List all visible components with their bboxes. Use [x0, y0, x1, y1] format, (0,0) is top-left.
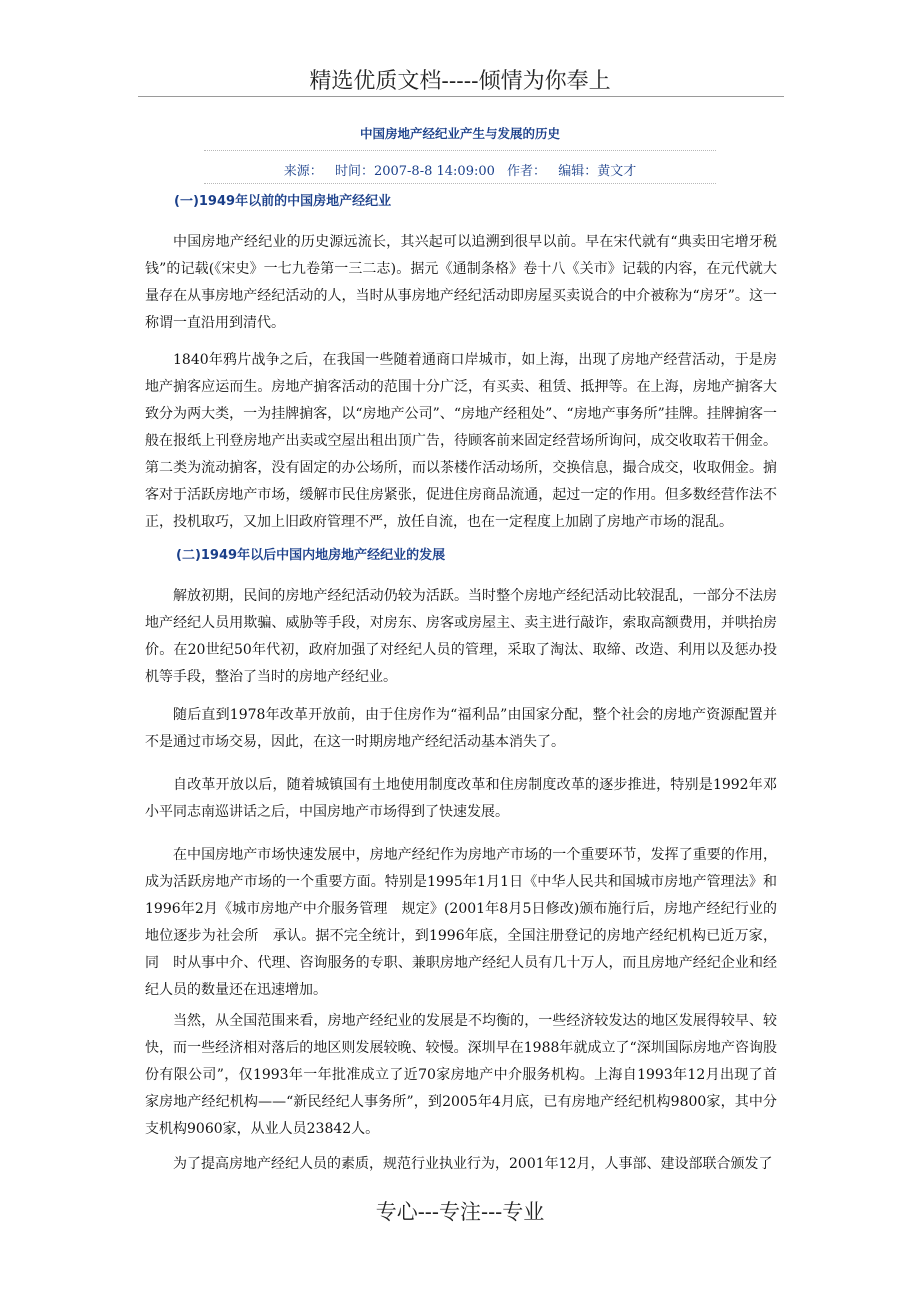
- paragraph: 自改革开放以后，随着城镇国有土地使用制度改革和住房制度改革的逐步推进，特别是1992年邓小平同志南巡讲话之后，中国房地产市场得到了快速发展。: [145, 777, 777, 820]
- article-title: 中国房地产经纪业产生与发展的历史: [359, 126, 560, 141]
- meta-dotted-divider: [204, 183, 716, 184]
- paragraph: 1840年鸦片战争之后，在我国一些随着通商口岸城市，如上海，出现了房地产经营活动，于是房地产掮客应运而生。房地产掮客活动的范围十分广泛，有买卖、租赁、抵押等。在上海，房地产掮客大致分为两大类，一为挂牌掮客，以“房地产公司”、“房地产经租处”、“房地产事务所”挂牌。挂牌掮客一般在报纸上刊登房地产出卖或空屋出租出顶广告，待顾客前来固定经营场所询问，成交收取若干佣金。第二类为流动掮客，没有固定的办公场所，而以茶楼作活动场所，交换信息，撮合成交，收取佣金。掮客对于活跃房地产市场，缓解市民住房紧张，促进住房商品流通，起过一定的作用。但多数经营作法不正，投机取巧，又加上旧政府管理不严，放任自流，也在一定程度上加剧了房地产市场的混乱。: [145, 352, 777, 530]
- paragraph: 为了提高房地产经纪人员的素质，规范行业执业行为，2001年12月，人事部、建设部联合颁发了: [173, 1156, 773, 1172]
- meta-editor: 编辑：黄文才: [558, 164, 637, 179]
- paragraph: 在中国房地产市场快速发展中，房地产经纪作为房地产市场的一个重要环节，发挥了重要的作用，成为活跃房地产市场的一个重要方面。特别是1995年1月1日《中华人民共和国城市房地产管理法》和1996年2月《城市房地产中介服务管理 规定》(2001年8月5日修改)颁布施行后，房地产经纪行业的地位逐步为社会所 承认。据不完全统计，到1996年底，全国注册登记的房地产经纪机构已近万家，同 时从事中介、代理、咨询服务的专职、兼职房地产经纪人员有几十万人，而且房地产经纪企业和经纪人员的数量还在迅速增加。: [145, 847, 777, 998]
- meta-source: 来源：: [283, 164, 323, 179]
- page-footer: 专心---专注---专业: [375, 1200, 545, 1224]
- paragraph: 中国房地产经纪业的历史源远流长，其兴起可以追溯到很早以前。早在宋代就有“典卖田宅增牙税钱”的记载(《宋史》一七九卷第一三二志)。据元《通制条格》卷十八《关市》记载的内容，在元代就大量存在从事房地产经纪活动的人，当时从事房地产经纪活动即房屋买卖说合的中介被称为“房牙”。这一称谓一直沿用到清代。: [145, 234, 777, 331]
- article-meta: [0, 160, 920, 179]
- meta-author: 作者：: [507, 164, 547, 179]
- page-header: 精选优质文档-----倾情为你奉上: [309, 69, 611, 94]
- section-heading: (二)1949年以后中国内地房地产经纪业的发展: [176, 548, 446, 563]
- paragraph: 随后直到1978年改革开放前，由于住房作为“福利品”由国家分配，整个社会的房地产资源配置并不是通过市场交易，因此，在这一时期房地产经纪活动基本消失了。: [145, 707, 777, 750]
- meta-time: 时间：2007-8-8 14:09:00: [334, 164, 495, 179]
- paragraph: 解放初期，民间的房地产经纪活动仍较为活跃。当时整个房地产经纪活动比较混乱，一部分不法房地产经纪人员用欺骗、威胁等手段，对房东、房客或房屋主、卖主进行敲诈，索取高额费用，并哄抬房价。在20世纪50年代初，政府加强了对经纪人员的管理，采取了淘汰、取缔、改造、利用以及惩办投机等手段，整治了当时的房地产经纪业。: [145, 588, 777, 685]
- title-dotted-divider: [204, 150, 716, 151]
- section-heading: (一)1949年以前的中国房地产经纪业: [174, 194, 392, 209]
- paragraph: 当然，从全国范围来看，房地产经纪业的发展是不均衡的，一些经济较发达的地区发展得较早、较快，而一些经济相对落后的地区则发展较晚、较慢。深圳早在1988年就成立了“深圳国际房地产咨询股份有限公司”，仅1993年一年批准成立了近70家房地产中介服务机构。上海自1993年12月出现了首家房地产经纪机构——“新民经纪人事务所”，到2005年4月底，已有房地产经纪机构9800家，其中分支机构9060家，从业人员23842人。: [145, 1013, 777, 1137]
- header-divider: [138, 96, 784, 97]
